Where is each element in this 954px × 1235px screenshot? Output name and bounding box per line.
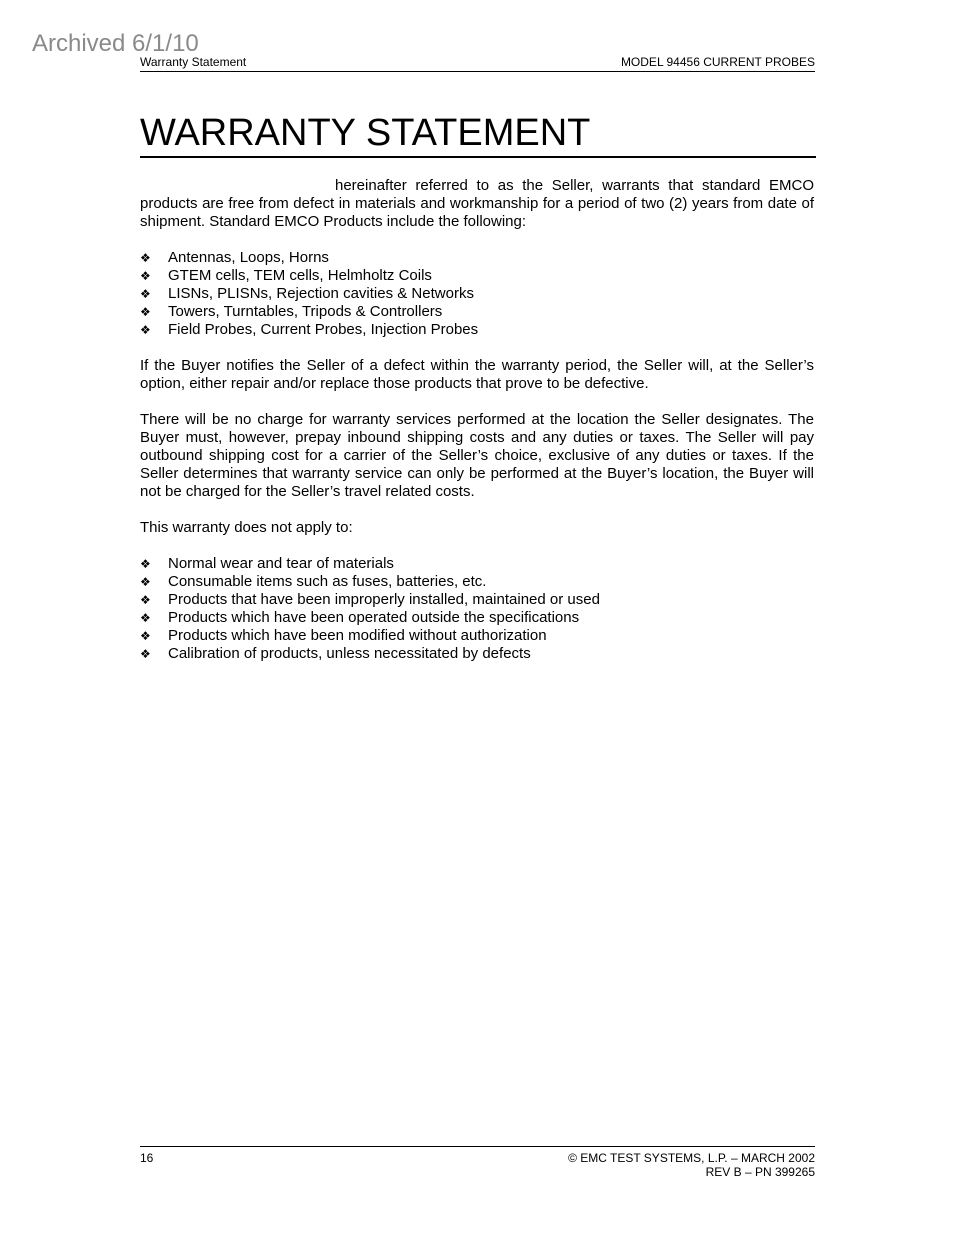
page-number: 16 xyxy=(140,1151,154,1165)
list-item-text: GTEM cells, TEM cells, Helmholtz Coils xyxy=(168,267,432,284)
list-item xyxy=(140,627,814,645)
list-item xyxy=(140,555,814,573)
page-title: WARRANTY STATEMENT xyxy=(140,111,816,158)
page-header xyxy=(140,55,815,72)
list-item-text: Towers, Turntables, Tripods & Controllers xyxy=(168,303,443,320)
list-item-text: Consumable items such as fuses, batteries, etc. xyxy=(168,573,487,590)
exclusions-list xyxy=(140,555,814,663)
page-footer xyxy=(140,1146,815,1179)
diamond-bullet-icon: ❖ xyxy=(140,557,151,571)
diamond-bullet-icon: ❖ xyxy=(140,593,151,607)
list-item-text: Field Probes, Current Probes, Injection Probes xyxy=(168,321,479,338)
list-item xyxy=(140,609,814,627)
charges-paragraph: There will be no charge for warranty services performed at the location the Seller designates. The Buyer must, however, prepay inbound shipping costs and any duties or taxes. The Seller will pay outbound shipping cost for a carrier of the Seller’s choice, exclusive of any duties or taxes. If the Seller determines that warranty service can only be performed at the Buyer’s location, the Buyer will not be charged for the Seller’s travel related costs. xyxy=(140,411,814,500)
header-section-name: Warranty Statement xyxy=(140,55,247,69)
list-item-text: Normal wear and tear of materials xyxy=(168,555,394,572)
list-item xyxy=(140,573,814,591)
list-item xyxy=(140,249,814,267)
list-item xyxy=(140,591,814,609)
diamond-bullet-icon: ❖ xyxy=(140,575,151,589)
diamond-bullet-icon: ❖ xyxy=(140,323,151,337)
header-model-name: MODEL 94456 CURRENT PROBES xyxy=(620,55,815,69)
defect-paragraph: If the Buyer notifies the Seller of a defect within the warranty period, the Seller will, at the Seller’s option, either repair and/or replace those products that prove to be defective. xyxy=(140,357,814,392)
diamond-bullet-icon: ❖ xyxy=(140,611,151,625)
diamond-bullet-icon: ❖ xyxy=(140,287,151,301)
list-item xyxy=(140,303,814,321)
list-item xyxy=(140,321,814,339)
archived-watermark: Archived 6/1/10 xyxy=(32,30,199,57)
list-item-text: Products that have been improperly installed, maintained or used xyxy=(168,591,600,608)
diamond-bullet-icon: ❖ xyxy=(140,305,151,319)
list-item-text: Products which have been operated outside the specifications xyxy=(168,609,580,626)
footer-revision: REV B – PN 399265 xyxy=(705,1165,815,1179)
exclusions-intro: This warranty does not apply to: xyxy=(140,519,353,536)
diamond-bullet-icon: ❖ xyxy=(140,647,151,661)
list-item-text: Antennas, Loops, Horns xyxy=(168,249,329,266)
list-item xyxy=(140,267,814,285)
list-item-text: LISNs, PLISNs, Rejection cavities & Networks xyxy=(168,285,474,302)
list-item-text: Calibration of products, unless necessitated by defects xyxy=(168,645,531,662)
diamond-bullet-icon: ❖ xyxy=(140,251,151,265)
diamond-bullet-icon: ❖ xyxy=(140,629,151,643)
diamond-bullet-icon: ❖ xyxy=(140,269,151,283)
products-list xyxy=(140,249,814,339)
intro-paragraph: hereinafter referred to as the Seller, warrants that standard EMCO products are free from defect in materials and workmanship for a period of two (2) years from date of shipment. Standard EMCO Products include the following: xyxy=(140,177,814,230)
list-item xyxy=(140,285,814,303)
document-body xyxy=(140,177,814,681)
footer-copyright: © EMC TEST SYSTEMS, L.P. – MARCH 2002 xyxy=(568,1151,815,1165)
list-item xyxy=(140,645,814,663)
list-item-text: Products which have been modified without authorization xyxy=(168,627,547,644)
